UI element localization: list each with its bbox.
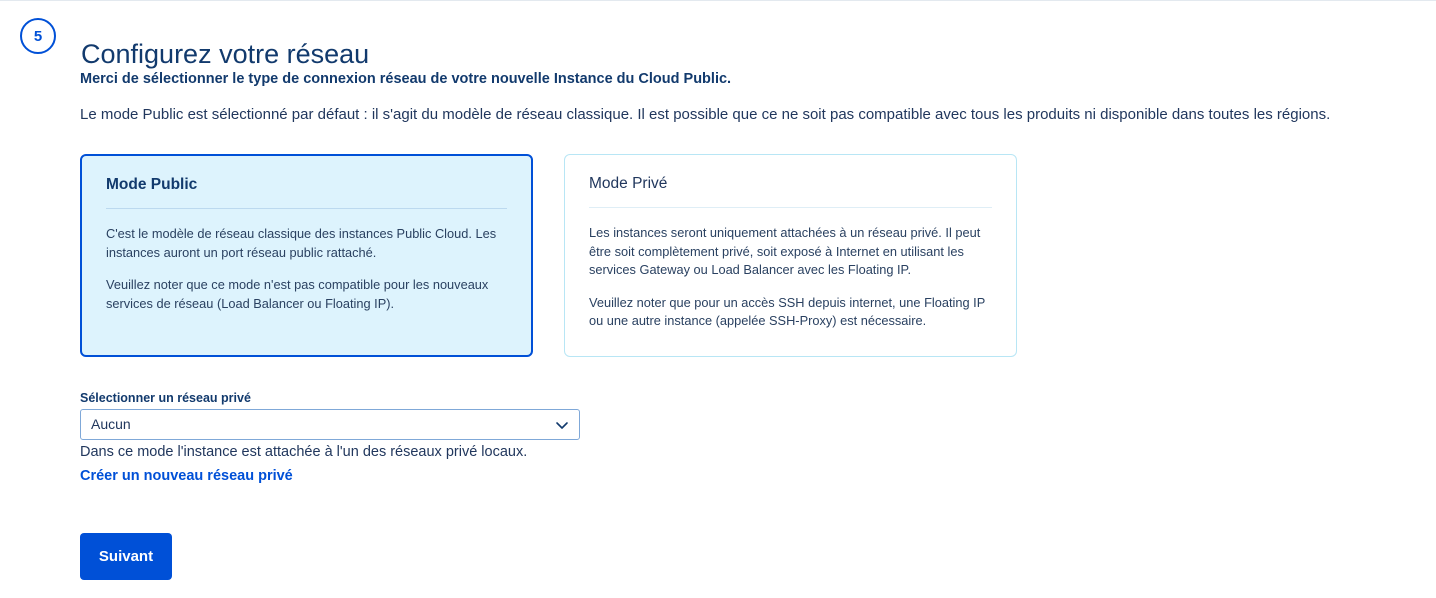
intro-bold-text: Merci de sélectionner le type de connexion réseau de votre nouvelle Instance du Cloud Public. [80,71,732,87]
card-divider [106,208,507,209]
private-network-label: Sélectionner un réseau privé [80,391,251,405]
card-paragraph: Veuillez noter que ce mode n'est pas compatible pour les nouveaux services de réseau (Load Balancer ou Floating IP). [106,277,489,311]
private-network-select-wrapper[interactable] [80,409,580,440]
step-number-badge: 5 [20,18,56,54]
create-private-network-link[interactable]: Créer un nouveau réseau privé [80,468,293,484]
intro-text: Le mode Public est sélectionné par défaut : il s'agit du modèle de réseau classique. Il est possible que ce ne soit pas compatible avec tous les produits ni disponible dans toutes les régions. [80,106,1331,123]
card-title-public: Mode Public [106,176,198,193]
page-title: Configurez votre réseau [81,39,370,70]
card-paragraph: C'est le modèle de réseau classique des instances Public Cloud. Les instances auront un port réseau public rattaché. [106,226,497,260]
card-paragraph: Veuillez noter que pour un accès SSH depuis internet, une Floating IP ou une autre instance (appelée SSH-Proxy) est nécessaire. [589,294,986,329]
top-divider [0,0,1436,1]
card-title-private: Mode Privé [589,175,668,192]
card-divider [589,207,992,208]
network-mode-card-list [80,154,1017,357]
network-mode-card-private[interactable] [564,154,1017,357]
card-paragraph: Les instances seront uniquement attachées à un réseau privé. Il peut être soit complètement privé, soit exposé à Internet en utilisant les services Gateway ou Load Balancer avec les Floating IP. [589,225,981,278]
private-network-select[interactable]: Aucun [80,409,580,440]
next-button[interactable]: Suivant [80,533,172,580]
network-mode-card-public[interactable] [80,154,533,357]
private-network-hint: Dans ce mode l'instance est attachée à l'un des réseaux privé locaux. [80,444,528,460]
